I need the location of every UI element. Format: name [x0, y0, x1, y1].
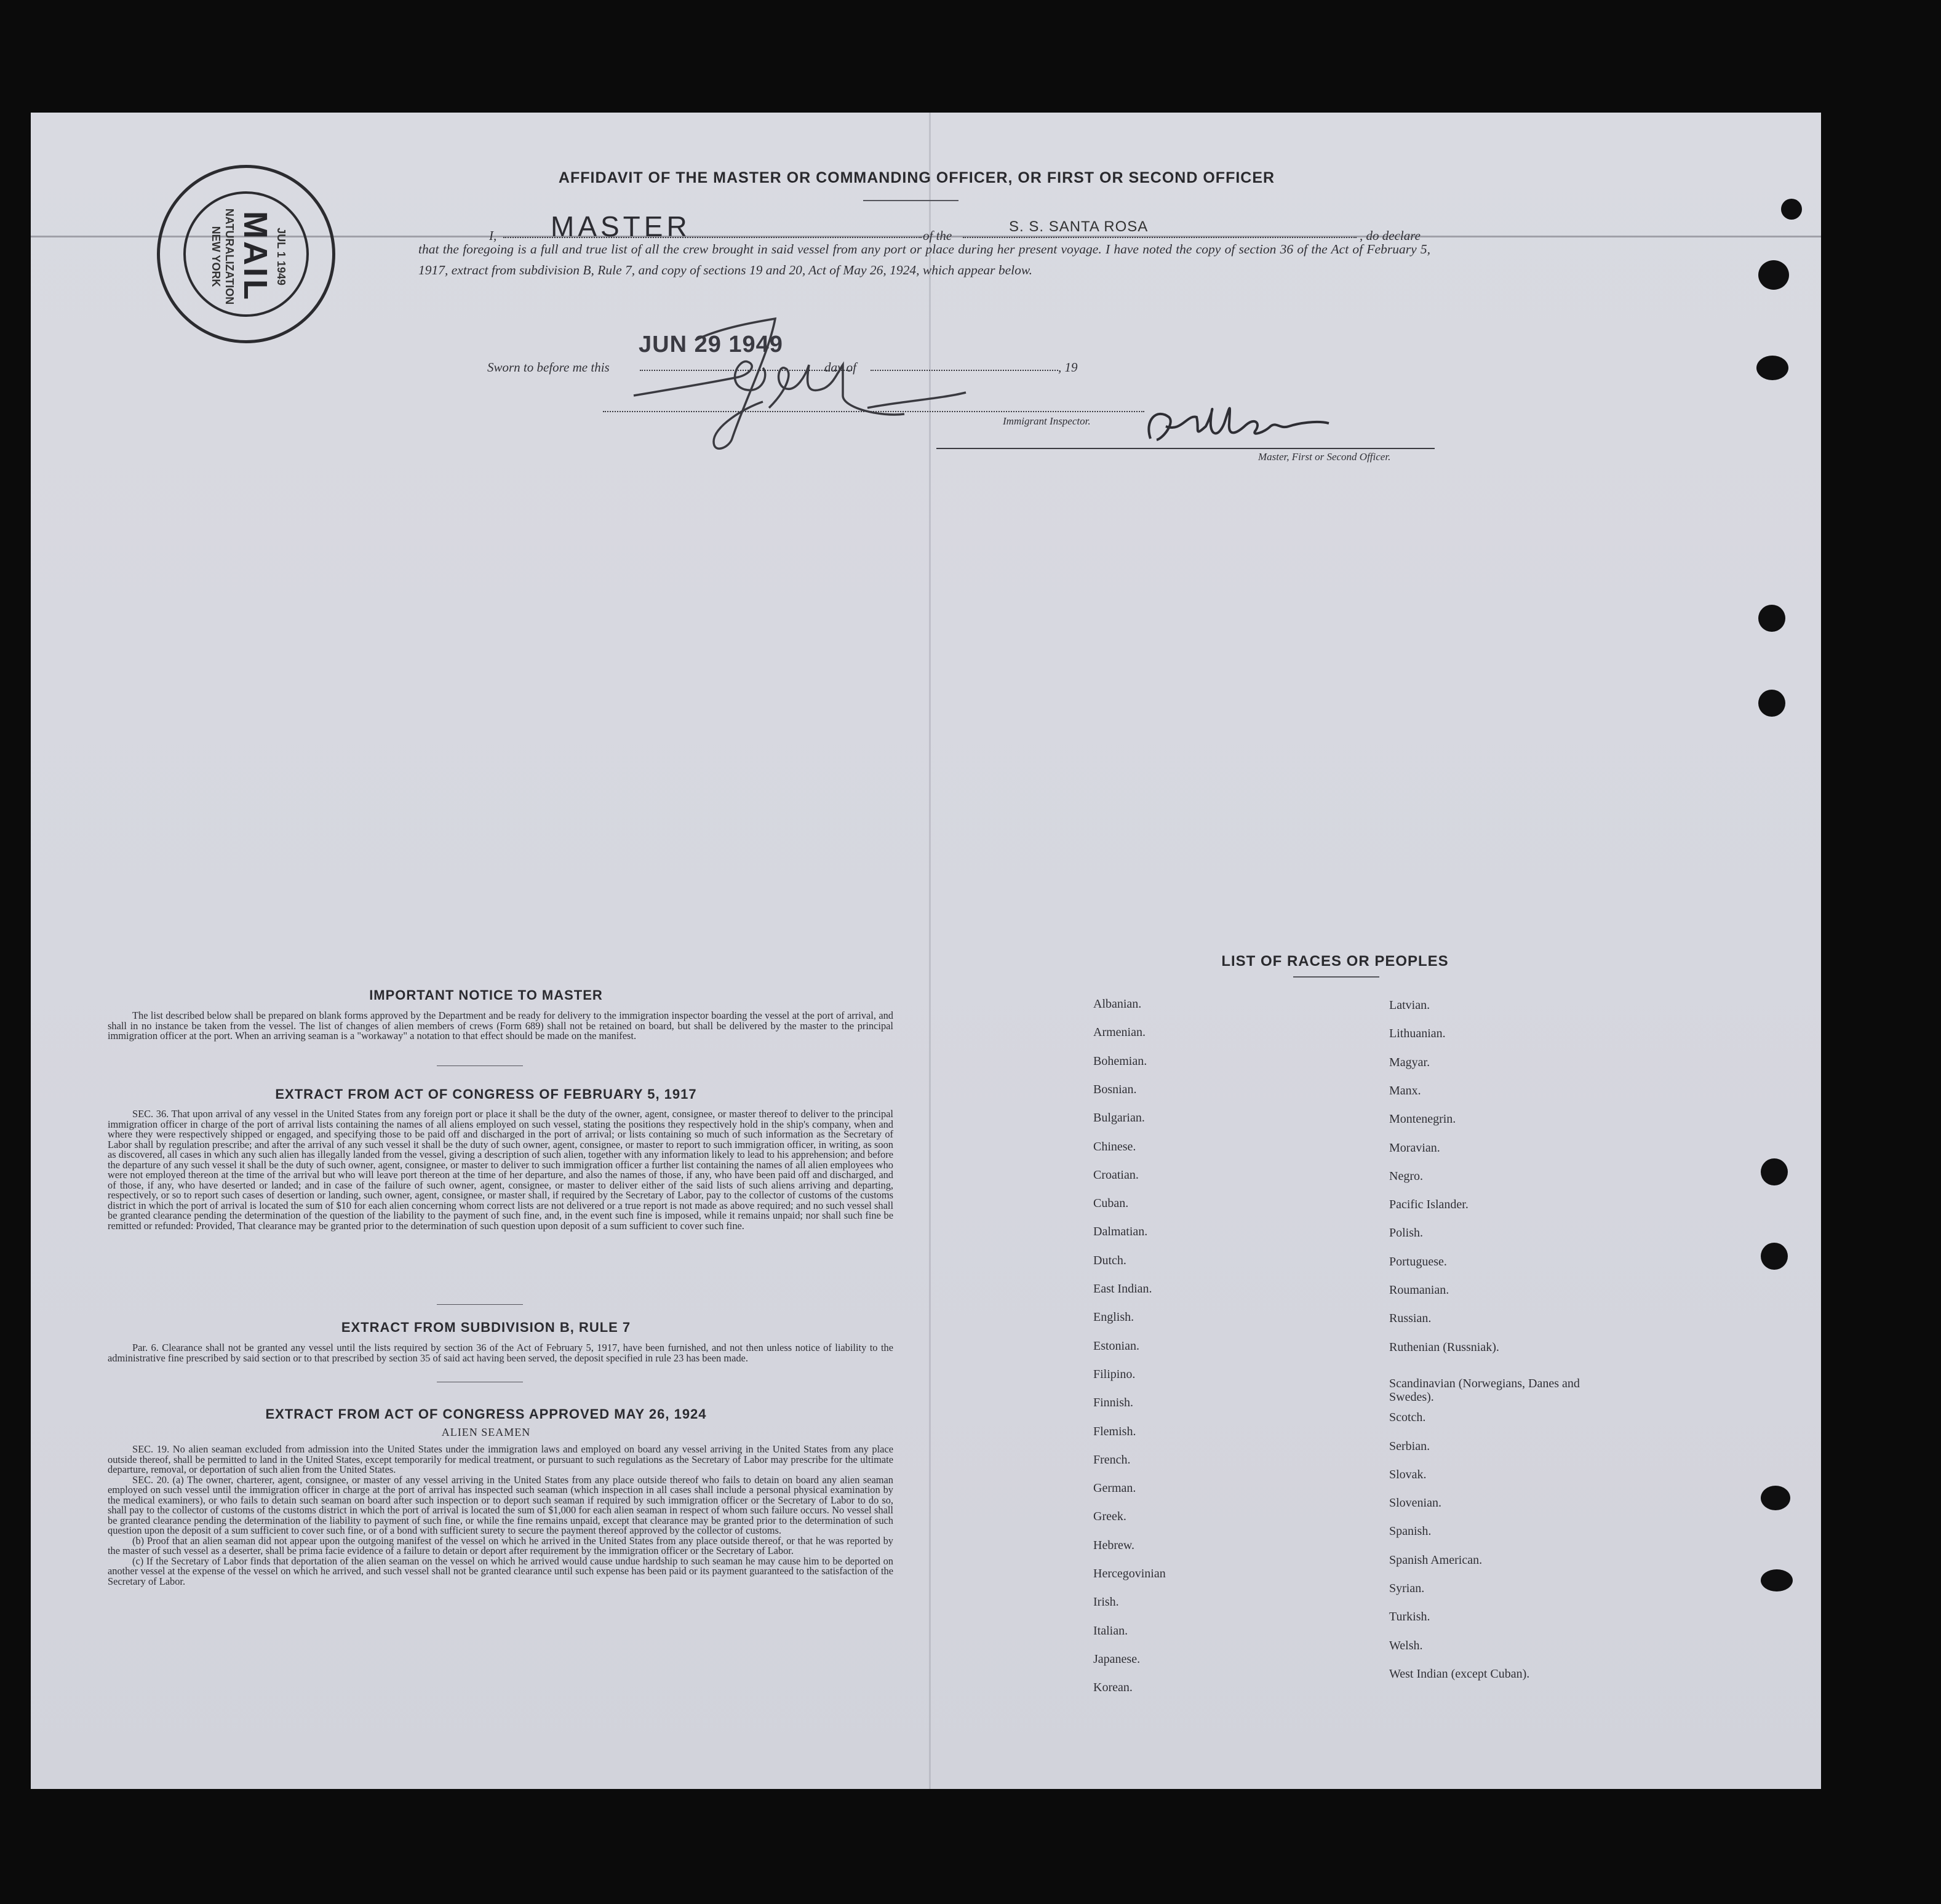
punch-hole [1758, 605, 1785, 632]
race-item: Moravian. [1389, 1141, 1440, 1155]
master-signature-line [936, 448, 1435, 449]
year-prefix: , 19 [1058, 360, 1078, 375]
vessel-name: S. S. SANTA ROSA [1009, 218, 1149, 235]
section-20c-paragraph: (c) If the Secretary of Labor finds that deportation of the alien seaman on the vessel on which he arrived would cause undue hardship to such seaman he may cause him to be deported on another vessel at the expense of the vessel on which he arrived, and such vessel shall not be granted clearance until such expense has been paid or its payment guaranteed to the satisfaction of the Secretary of Labor. [108, 1555, 893, 1587]
postal-stamp-inner [183, 191, 309, 317]
stamp-line: NATURALIZATION [223, 208, 236, 305]
race-item: English. [1093, 1310, 1134, 1324]
race-item: Bohemian. [1093, 1054, 1147, 1068]
punch-hole [1761, 1569, 1793, 1591]
race-item: Polish. [1389, 1226, 1424, 1240]
notice-paragraph: The list described below shall be prepared on blank forms approved by the Department and be ready for delivery to the immigration inspector boarding the vessel at the port of arrival, and shall in no instance be taken from the vessel. The list of changes of alien members of crews (Form 689) shall not be retained on board, but shall be delivered by the master to the principal immigration officer at the port. When an arriving seaman is a "workaway" a notation to that effect should be made on the manifest. [108, 1010, 893, 1042]
race-item: Armenian. [1093, 1026, 1146, 1040]
race-item: Slovenian. [1389, 1496, 1441, 1510]
race-item: Slovak. [1389, 1467, 1427, 1481]
section-rule [437, 1304, 523, 1305]
notice-text [108, 1011, 893, 1042]
race-item: Bosnian. [1093, 1082, 1137, 1096]
prefix-i: I, [489, 228, 497, 243]
race-item: Bulgarian. [1093, 1111, 1145, 1125]
rule-7-text [108, 1343, 893, 1363]
race-item: Filipino. [1093, 1367, 1136, 1381]
race-item: French. [1093, 1452, 1131, 1467]
race-item: Syrian. [1389, 1582, 1425, 1595]
affidavit-title: AFFIDAVIT OF THE MASTER OR COMMANDING OFFICER, OR FIRST OR SECOND OFFICER [558, 169, 1275, 186]
section-36-paragraph: SEC. 36. That upon arrival of any vessel in the United States from any foreign port or place it shall be the duty of the owner, agent, consignee, or master thereof to deliver to the principal immigration officer in charge of the port of arrival lists containing the names of all aliens employed on such vessel, stating the positions they respectively hold in the ship's company, when and where they were respectively shipped or engaged, and specifying those to be paid off and discharged in the port of arrival; or lists containing so much of such information as the Secretary of Labor shall by regulation prescribe; and after the arrival of any such vessel it shall be the duty of such owner, agent, consignee, or master to report to such immigration officer, in writing, as soon as discovered, all cases in which any such alien has illegally landed from the vessel, giving a description of such alien, together with any information likely to lead to his apprehension; and before the departure of any such vessel it shall be the duty of such owner, agent, consignee, or master to deliver to such immigration officer a further list containing the names of all alien employees who were not employed thereon at the time of the arrival but who will leave port thereon at the time of her departure, and also the names of those, if any, who have been paid off and discharged, and of those, if any, who have deserted or landed; and in case of the failure of such owner, agent, consignee, or master to deliver either of the said lists of such aliens arriving and departing, respectively, or so to report such cases of desertion or landing, such owner, agent, consignee, or master shall, if required by the Secretary of Labor, pay to the collector of customs of the customs district in which the port of arrival is located the sum of $10 for each alien concerning whom correct lists are not delivered or a true report is not made as above required; and no such vessel shall be granted clearance pending the determination of the question of the liability to the payment of such fine, and, in the event such fine is imposed, while it remains unpaid; nor shall such fine be remitted or refunded: Provided, That clearance may be granted prior to the determination of such question upon deposit of a sum sufficient to cover such fine. [108, 1108, 893, 1232]
race-item: Roumanian. [1389, 1283, 1449, 1297]
race-item: Irish. [1093, 1595, 1119, 1609]
race-item: Manx. [1389, 1083, 1421, 1097]
races-rule [1293, 976, 1379, 978]
race-item: Welsh. [1389, 1638, 1423, 1652]
race-item: Japanese. [1093, 1652, 1141, 1666]
extract-1924-text [108, 1444, 893, 1587]
race-item: Korean. [1093, 1681, 1133, 1695]
race-item: Spanish American. [1389, 1553, 1483, 1567]
stamp-line: JUL 1 1949 [275, 228, 287, 285]
punch-hole [1761, 1158, 1788, 1185]
punch-hole [1761, 1243, 1788, 1270]
rule-7-paragraph: Par. 6. Clearance shall not be granted any vessel until the lists required by section 36 of the Act of February 5, 1917, have been furnished, and not then unless notice of liability to the administrative fine prescribed by said section or to that prescribed by section 35 of said act having been served, the deposit specified in rule 23 has been made. [108, 1342, 893, 1364]
notice-title: IMPORTANT NOTICE TO MASTER [369, 987, 603, 1003]
of-the-label: of the [923, 228, 952, 243]
race-item: Estonian. [1093, 1339, 1139, 1353]
race-item: Portuguese. [1389, 1254, 1447, 1269]
alien-seamen-subtitle: ALIEN SEAMEN [441, 1426, 531, 1438]
race-item: Pacific Islander. [1389, 1198, 1469, 1212]
document-page [31, 113, 1821, 1789]
race-item: Russian. [1389, 1312, 1432, 1326]
punch-hole [1756, 356, 1788, 380]
race-item: Scotch. [1389, 1411, 1426, 1425]
inspector-line [603, 411, 1144, 412]
stamp-line: NEW YORK [210, 226, 222, 287]
inspector-caption: Immigrant Inspector. [1003, 415, 1091, 427]
punch-hole [1781, 199, 1802, 220]
inspector-signature [621, 316, 990, 457]
section-19-paragraph: SEC. 19. No alien seaman excluded from admission into the United States under the immigration laws and employed on board any vessel arriving in the United States from any place outside thereof, shall be permitted to land in the United States, except temporarily for medical treatment, or pursuant to such regulations as the Secretary of Labor may prescribe for the ultimate departure, removal, or deportation of such alien from the United States. [108, 1443, 893, 1475]
punch-hole [1758, 690, 1785, 717]
race-item: Albanian. [1093, 997, 1142, 1011]
extract-1924-title: EXTRACT FROM ACT OF CONGRESS APPROVED MAY 26, 1924 [265, 1406, 707, 1422]
title-rule [863, 200, 959, 201]
stamp-mail-text: MAIL [237, 211, 274, 302]
race-item: Negro. [1389, 1169, 1423, 1183]
race-item: Chinese. [1093, 1139, 1136, 1153]
extract-1917-title: EXTRACT FROM ACT OF CONGRESS OF FEBRUARY 5, 1917 [275, 1086, 697, 1102]
declaration-text: that the foregoing is a full and true list of all the crew brought in said vessel from any port or place during her present voyage. I have noted the copy of section 36 of the Act of February 5, 1917, extract from subdivision B, Rule 7, and copy of sections 19 and 20, Act of May 26, 1924, which appear below. [418, 242, 1430, 277]
race-item: West Indian (except Cuban). [1389, 1667, 1530, 1681]
races-title: LIST OF RACES OR PEOPLES [1221, 953, 1449, 970]
race-item: Magyar. [1389, 1055, 1430, 1069]
race-item: Greek. [1093, 1510, 1126, 1524]
punch-hole [1761, 1486, 1790, 1510]
date-stamp: JUN 29 1949 [639, 332, 783, 357]
race-item: Flemish. [1093, 1424, 1136, 1438]
extract-1917-text [108, 1109, 893, 1231]
section-20b-paragraph: (b) Proof that an alien seaman did not appear upon the outgoing manifest of the vessel on which he arrived in the United States from any place outside thereof, or that he was reported by the master of such vessel as a deserter, shall be prima facie evidence of a failure to detain or deport after requirement by the immigration officer or the Secretary of Labor. [108, 1534, 893, 1556]
race-item: Turkish. [1389, 1610, 1430, 1624]
race-item: Lithuanian. [1389, 1027, 1446, 1041]
punch-hole [1758, 260, 1789, 290]
race-item: Latvian. [1389, 998, 1430, 1012]
race-item: Scandinavian (Norwegians, Danes and Swedes). [1389, 1376, 1580, 1404]
master-name-filled: MASTER [551, 210, 691, 242]
master-caption: Master, First or Second Officer. [1258, 451, 1391, 463]
race-item: Hebrew. [1093, 1538, 1135, 1552]
postal-stamp [157, 165, 335, 343]
race-item: German. [1093, 1481, 1136, 1496]
race-item: Finnish. [1093, 1396, 1134, 1410]
race-item: Dutch. [1093, 1253, 1126, 1267]
race-item: Ruthenian (Russniak). [1389, 1340, 1499, 1354]
race-item: Italian. [1093, 1623, 1128, 1638]
race-item: Serbian. [1389, 1439, 1430, 1453]
race-item: East Indian. [1093, 1282, 1152, 1296]
race-item: Dalmatian. [1093, 1225, 1148, 1239]
do-declare-label: , do declare [1360, 228, 1421, 243]
day-of-label: day of [824, 360, 856, 375]
race-item: Cuban. [1093, 1197, 1129, 1211]
rule-7-title: EXTRACT FROM SUBDIVISION B, RULE 7 [341, 1320, 631, 1335]
race-item: Croatian. [1093, 1168, 1139, 1182]
section-20a-paragraph: SEC. 20. (a) The owner, charterer, agent, consignee, or master of any vessel arriving in the United States from any place outside thereof who fails to detain on board any alien seaman employed on such vessel until the immigration officer in charge at the port of arrival has inspected such seaman (which inspection in all cases shall include a personal physical examination by the medical examiners), or who fails to detain such seaman on board after such inspection or to deport such seaman if required by such immigration officer or the Secretary of Labor to do so, shall pay to the collector of customs of the customs district in which the port of arrival is located the sum of $1,000 for each alien seaman in respect of whom such failure occurs. No vessel shall be granted clearance pending the determination of the liability to payment of such fine, or while the fine remains unpaid, except that clearance may be granted prior to the determination of such question upon the deposit of a sum sufficient to cover such fine, or of a bond with sufficient surety to secure the payment thereof approved by the collector of customs. [108, 1473, 893, 1536]
sworn-label: Sworn to before me this [487, 360, 610, 375]
race-item: Spanish. [1389, 1524, 1432, 1539]
vessel-line [963, 237, 1357, 238]
race-item: Hercegovinian [1093, 1567, 1166, 1580]
race-item: Montenegrin. [1389, 1112, 1456, 1126]
